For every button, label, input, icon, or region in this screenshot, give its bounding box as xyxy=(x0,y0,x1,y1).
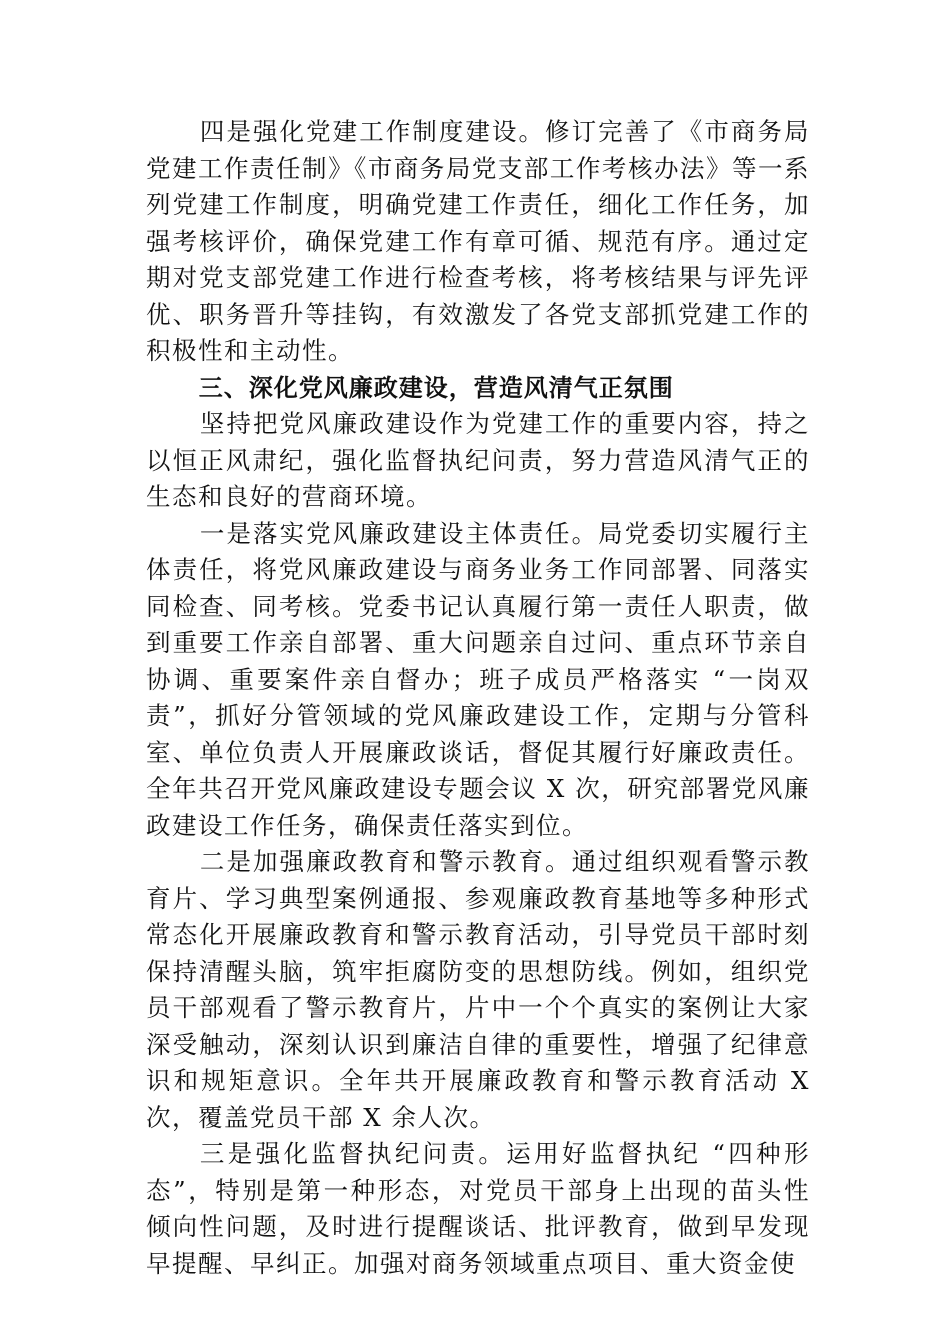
paragraph-lead: 一是落实党风廉政建设主体责任。 xyxy=(199,518,599,548)
document-body xyxy=(146,114,810,1282)
paragraph-body: 通过组织观看警示教育片、学习典型案例通报、参观廉政教育基地等多种形式常态化开展廉政教育和警示教育活动，引导党员干部时刻保持清醒头脑，筑牢拒腐防变的思想防线。例如，组织党员干部观看了警示教育片，片中一个个真实的案例让大家深受触动，深刻认识到廉洁自律的重要性，增强了纪律意识和规矩意识。全年共开展廉政教育和警示教育活动 X 次，覆盖党员干部 X 余人次。 xyxy=(146,847,811,1132)
section-heading-3: 三、深化党风廉政建设，营造风清气正氛围 xyxy=(198,373,674,402)
paragraph-lead: 四是强化党建工作制度建设。 xyxy=(199,117,546,146)
paragraph-lead: 三是强化监督执纪问责。 xyxy=(199,1139,507,1168)
paragraph-warning-education xyxy=(146,844,810,1136)
paragraph-party-building-system xyxy=(146,114,810,370)
paragraph-section-intro xyxy=(146,406,810,516)
paragraph-supervision xyxy=(146,1136,810,1282)
paragraph-lead: 二是加强廉政教育和警示教育。 xyxy=(199,847,572,876)
paragraph-body: 运用好监督执纪 “四种形态”，特别是第一种形态，对党员干部身上出现的苗头性倾向性问题，及时进行提醒谈话、批评教育，做到早发现早提醒、早纠正。加强对商务领域重点项目、重大资金使 xyxy=(146,1139,811,1278)
paragraph-body: 局党委切实履行主体责任，将党风廉政建设与商务业务工作同部署、同落实同检查、同考核。党委书记认真履行第一责任人职责，做到重要工作亲自部署、重大问题亲自过问、重点环节亲自协调、重要案件亲自督办；班子成员严格落实 “一岗双责”，抓好分管领域的党风廉政建设工作，定期与分管科室、单位负责人开展廉政谈话，督促其履行好廉政责任。全年共召开党风廉政建设专题会议 X 次，研究部署党风廉政建设工作任务，确保责任落实到位。 xyxy=(146,518,811,840)
paragraph-body: 修订完善了《市商务局党建工作责任制》《市商务局党支部工作考核办法》等一系列党建工作制度，明确党建工作责任，细化工作任务，加强考核评价，确保党建工作有章可循、规范有序。通过定期对党支部党建工作进行检查考核，将考核结果与评先评优、职务晋升等挂钩，有效激发了各党支部抓党建工作的积极性和主动性。 xyxy=(146,117,810,365)
paragraph-main-responsibility xyxy=(146,516,810,845)
paragraph-body: 坚持把党风廉政建设作为党建工作的重要内容，持之以恒正风肃纪，强化监督执纪问责，努力营造风清气正的生态和良好的营商环境。 xyxy=(146,409,810,511)
